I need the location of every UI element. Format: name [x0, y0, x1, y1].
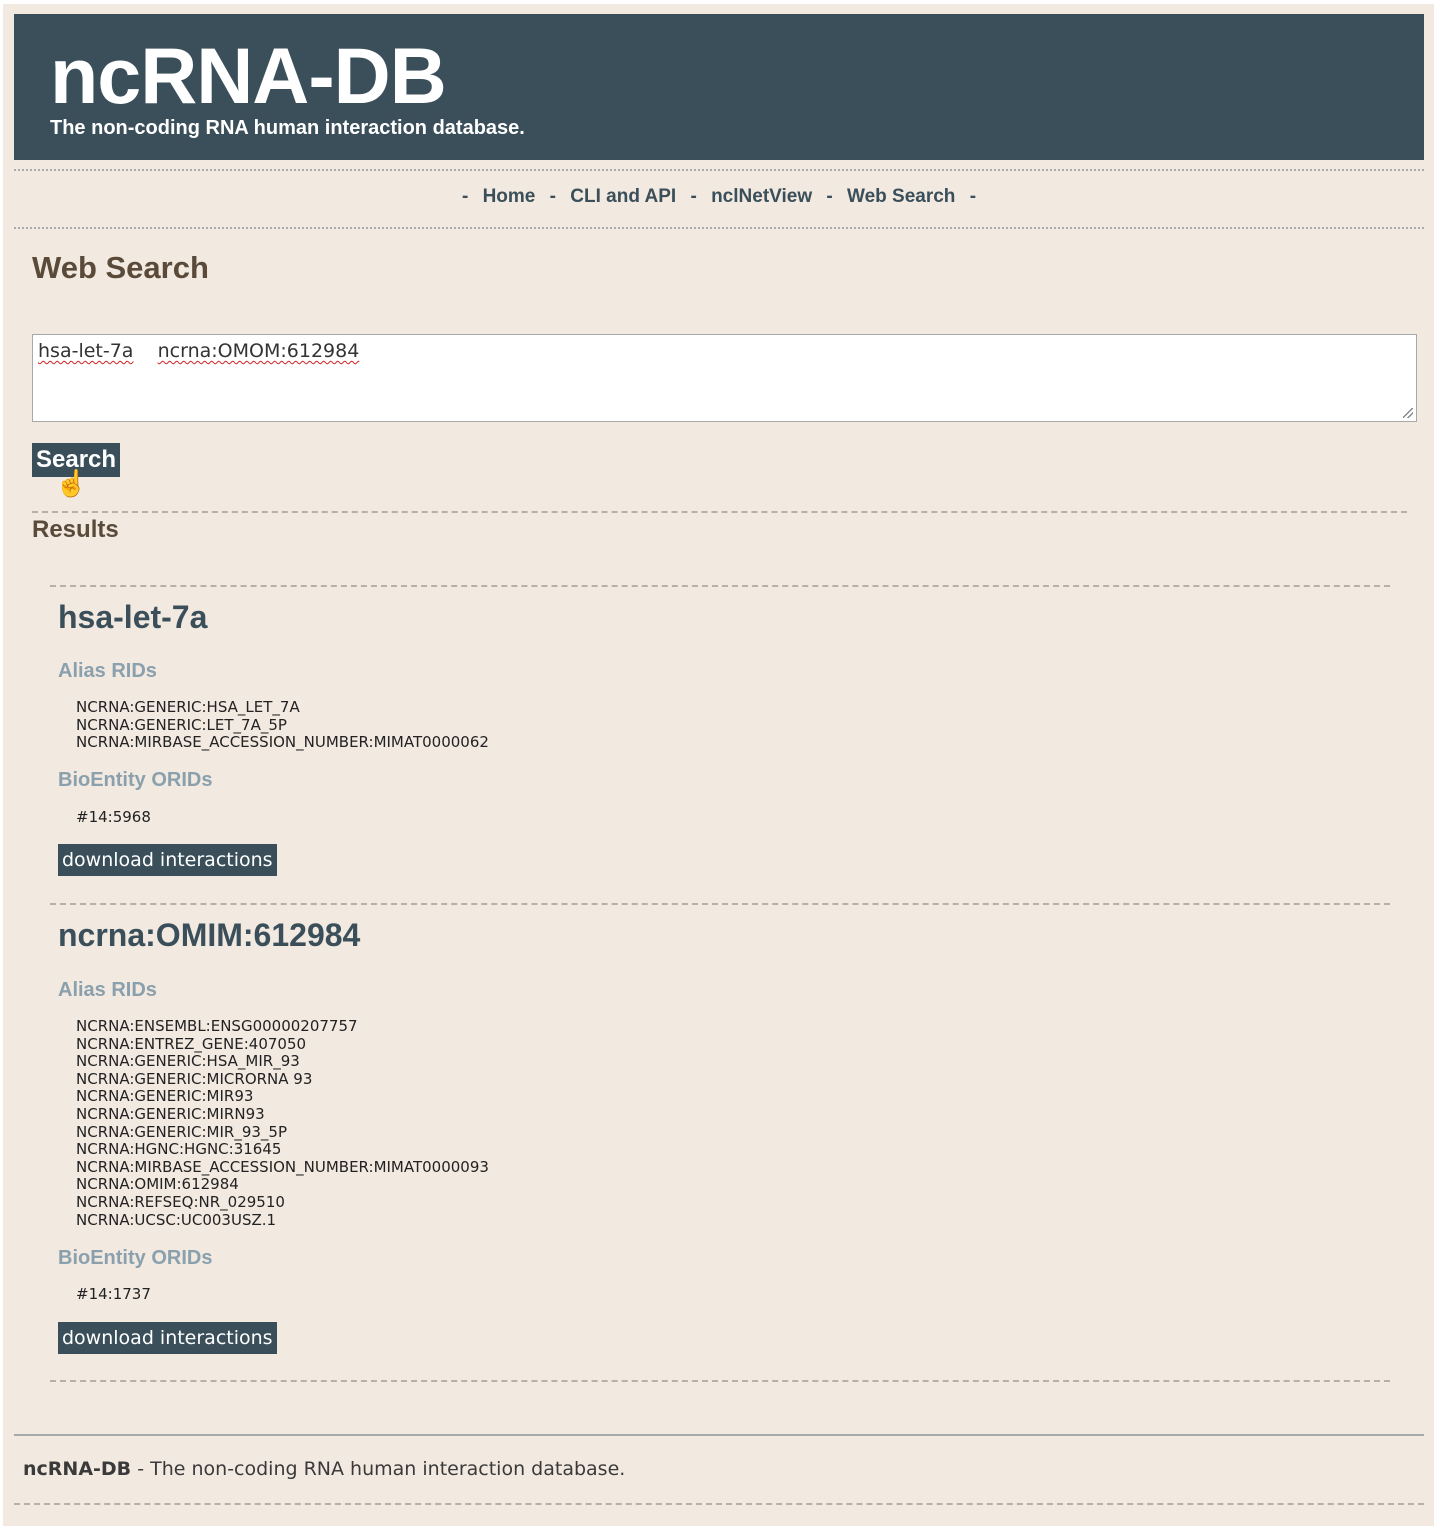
result-divider [50, 903, 1390, 905]
list-item: NCRNA:HGNC:HGNC:31645 [76, 1140, 282, 1159]
list-item: NCRNA:ENSEMBL:ENSG00000207757 [76, 1017, 358, 1035]
list-item: NCRNA:MIRBASE_ACCESSION_NUMBER:MIMAT0000093 [76, 1157, 489, 1176]
list-item: NCRNA:UCSC:UC003USZ.1 [76, 1210, 277, 1229]
nav-item-netview[interactable]: nclNetView [711, 186, 813, 207]
list-item: NCRNA:GENERIC:MIR93 [76, 1087, 254, 1106]
footer-brand: ncRNA-DB [23, 1458, 132, 1480]
query-term: ncrna:OMOM:612984 [157, 340, 360, 362]
site-tagline: The non-coding RNA human interaction database. [50, 117, 525, 139]
nav-item-web-search[interactable]: Web Search [847, 186, 956, 207]
download-interactions-button[interactable]: download interactions [58, 1322, 277, 1354]
list-item: NCRNA:MIRBASE_ACCESSION_NUMBER:MIMAT0000062 [76, 733, 489, 752]
results-divider [32, 511, 1407, 513]
result-title: hsa-let-7a [58, 599, 208, 635]
nav-separator: - [461, 186, 469, 207]
results-heading: Results [32, 516, 119, 543]
alias-rids-list [76, 1018, 489, 1229]
footer-text: - The non-coding RNA human interaction database. [131, 1458, 626, 1480]
list-item: NCRNA:ENTREZ_GENE:407050 [76, 1034, 307, 1053]
page-frame [3, 4, 1434, 1526]
nav-separator: - [826, 186, 833, 207]
list-item: NCRNA:GENERIC:MICRORNA 93 [76, 1069, 313, 1088]
footer-bottom-divider [14, 1503, 1424, 1505]
bioentity-orids-label: BioEntity ORIDs [58, 769, 213, 791]
main-nav [14, 186, 1424, 208]
nav-separator: - [969, 186, 977, 207]
list-item: NCRNA:GENERIC:MIRN93 [76, 1104, 265, 1123]
nav-item-home[interactable]: Home [482, 186, 536, 207]
list-item: NCRNA:REFSEQ:NR_029510 [76, 1192, 285, 1211]
alias-rids-label: Alias RIDs [58, 660, 157, 682]
search-query-textarea[interactable] [32, 334, 1417, 422]
list-item: NCRNA:OMIM:612984 [76, 1175, 239, 1194]
site-banner [14, 14, 1424, 160]
nav-separator: - [690, 186, 697, 207]
result-title: ncrna:OMIM:612984 [58, 917, 361, 953]
bioentity-orids-label: BioEntity ORIDs [58, 1247, 213, 1269]
download-interactions-button[interactable]: download interactions [58, 844, 277, 876]
page-footer [23, 1458, 625, 1480]
bioentity-orid: #14:1737 [76, 1285, 151, 1303]
search-button[interactable]: Search [32, 443, 120, 477]
query-term: hsa-let-7a [38, 340, 134, 362]
list-item: NCRNA:GENERIC:HSA_MIR_93 [76, 1052, 300, 1071]
page-title: Web Search [32, 250, 209, 285]
nav-bottom-divider [14, 227, 1424, 229]
site-title[interactable]: ncRNA-DB [50, 31, 446, 120]
nav-item-cli-api[interactable]: CLI and API [570, 186, 677, 207]
alias-rids-list [76, 699, 489, 752]
footer-divider [14, 1434, 1424, 1436]
bioentity-orid: #14:5968 [76, 808, 151, 826]
alias-rids-label: Alias RIDs [58, 979, 157, 1001]
resize-grip-icon[interactable] [1403, 408, 1413, 418]
result-divider [50, 585, 1390, 587]
nav-top-divider [14, 169, 1424, 171]
hand-cursor-icon: ☝ [55, 468, 88, 498]
nav-separator: - [549, 186, 556, 207]
list-item: NCRNA:GENERIC:LET_7A_5P [76, 715, 287, 734]
list-item: NCRNA:GENERIC:HSA_LET_7A [76, 698, 300, 716]
list-item: NCRNA:GENERIC:MIR_93_5P [76, 1122, 288, 1141]
results-end-divider [50, 1380, 1390, 1382]
